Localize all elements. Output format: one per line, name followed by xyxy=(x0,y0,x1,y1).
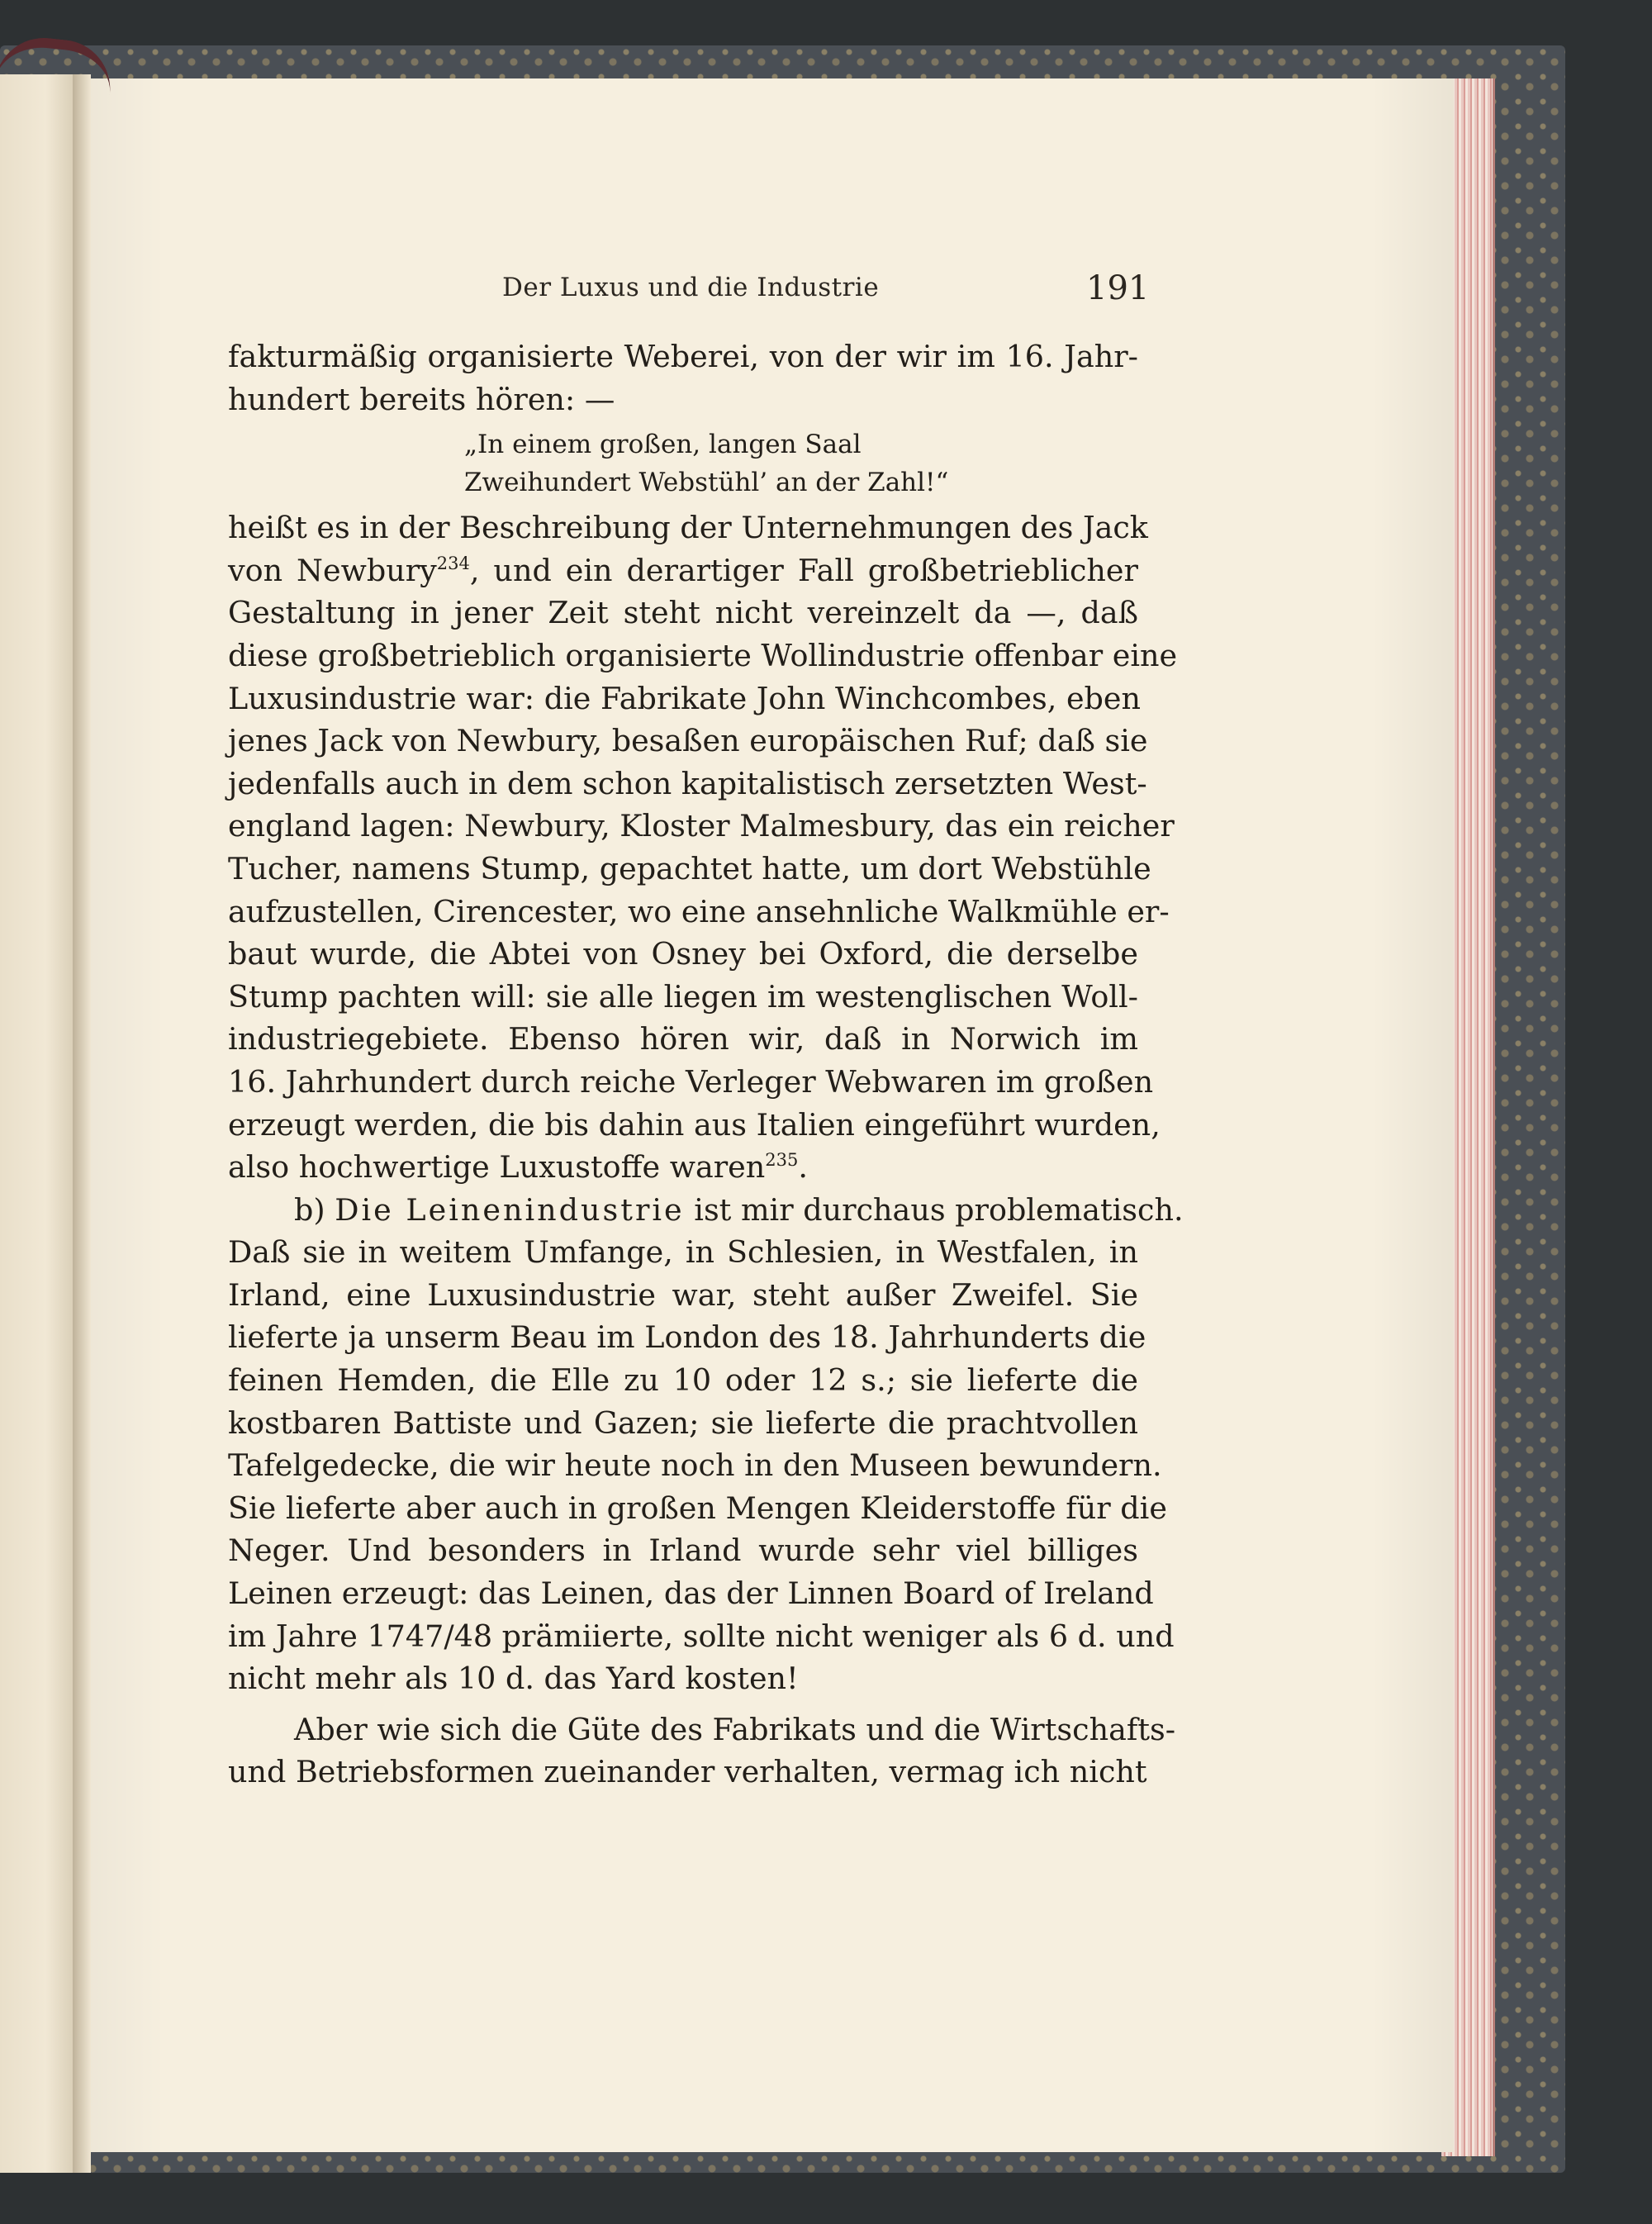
text-line: erzeugt werden, die bis dahin aus Italien eingeführt wurden, xyxy=(228,1106,1161,1143)
text-line: Gestaltung in jener Zeit steht nicht vereinzelt da —, daß xyxy=(228,595,1138,631)
text-line: fakturmäßig organisierte Weberei, von der wir im 16. Jahr- xyxy=(228,339,1138,374)
text-line: Tafelgedecke, die wir heute noch in den Museen bewundern. xyxy=(228,1447,1162,1484)
footnote-ref-234: 234 xyxy=(436,553,470,573)
text-fragment: . xyxy=(798,1149,808,1186)
text-line: aufzustellen, Cirencester, wo eine ansehnliche Walkmühle er- xyxy=(228,893,1170,929)
text-line xyxy=(228,1146,1138,1189)
text-line: Irland, eine Luxusindustrie war, steht außer Zweifel. Sie xyxy=(228,1276,1138,1313)
verse-quote xyxy=(228,421,1138,506)
text-line: Leinen erzeugt: das Leinen, das der Linnen Board of Ireland xyxy=(228,1575,1154,1612)
text-line: england lagen: Newbury, Kloster Malmesbury, das ein reicher xyxy=(228,808,1175,844)
page-gutter xyxy=(73,74,91,2173)
body-text xyxy=(228,335,1184,1794)
text-line: lieferte ja unserm Beau im London des 18. Jahrhunderts die xyxy=(228,1319,1146,1356)
text-line: 16. Jahrhundert durch reiche Verleger Webwaren im großen xyxy=(228,1063,1154,1100)
text-line: und Betriebsformen zueinander verhalten, vermag ich nicht xyxy=(228,1754,1147,1790)
text-fragment: ist mir durchaus problematisch. xyxy=(684,1191,1184,1228)
text-line: jenes Jack von Newbury, besaßen europäischen Ruf; daß sie xyxy=(228,723,1148,759)
text-line: heißt es in der Beschreibung der Unternehmungen des Jack xyxy=(228,510,1148,546)
text-line: Stump pachten will: sie alle liegen im westenglischen Woll- xyxy=(228,978,1138,1015)
text-line: nicht mehr als 10 d. das Yard kosten! xyxy=(228,1661,799,1697)
running-title: Der Luxus und die Industrie xyxy=(502,273,880,302)
text-line: hundert bereits hören: — xyxy=(228,381,615,417)
text-line: Neger. Und besonders in Irland wurde sehr viel billiges xyxy=(228,1533,1138,1569)
text-line: industriegebiete. Ebenso hören wir, daß in Norwich im xyxy=(228,1021,1138,1057)
text-line xyxy=(228,1189,1184,1232)
text-fragment: b) xyxy=(294,1191,335,1228)
text-line: diese großbetrieblich organisierte Wollindustrie offenbar eine xyxy=(228,637,1178,673)
text-line: im Jahre 1747/48 prämiierte, sollte nicht weniger als 6 d. und xyxy=(228,1618,1175,1654)
text-fragment: also hochwertige Luxustoffe waren xyxy=(228,1149,766,1186)
text-line: Tucher, namens Stump, gepachtet hatte, um dort Webstühle xyxy=(228,850,1151,886)
text-line: feinen Hemden, die Elle zu 10 oder 12 s.; sie lieferte die xyxy=(228,1362,1138,1399)
paragraph-gap xyxy=(228,1700,1138,1708)
text-line: Aber wie sich die Güte des Fabrikats und die Wirtschafts- xyxy=(294,1711,1176,1747)
text-line: Sie lieferte aber auch in großen Mengen Kleiderstoffe für die xyxy=(228,1490,1167,1526)
section-term: Die Leinenindustrie xyxy=(335,1191,685,1228)
running-head xyxy=(230,269,1150,314)
page-number: 191 xyxy=(1086,269,1150,307)
text-line: Luxusindustrie war: die Fabrikate John Winchcombes, eben xyxy=(228,680,1142,716)
text-line: baut wurde, die Abtei von Osney bei Oxford, die derselbe xyxy=(228,936,1138,972)
text-line: kostbaren Battiste und Gazen; sie lieferte die prachtvollen xyxy=(228,1404,1138,1441)
verse-line: „In einem großen, langen Saal xyxy=(464,430,862,460)
text-line: jedenfalls auch in dem schon kapitalistisch zersetzten West- xyxy=(228,765,1147,801)
left-page xyxy=(0,74,78,2173)
text-line xyxy=(228,549,1138,592)
text-line: Daß sie in weitem Umfange, in Schlesien, in Westfalen, in xyxy=(228,1234,1138,1271)
verse-line: Zweihundert Webstühl’ an der Zahl!“ xyxy=(464,468,949,498)
text-fragment: von Newbury xyxy=(228,552,437,588)
text-fragment: , und ein derartiger Fall großbetrieblicher xyxy=(469,552,1138,588)
footnote-ref-235: 235 xyxy=(765,1150,799,1171)
